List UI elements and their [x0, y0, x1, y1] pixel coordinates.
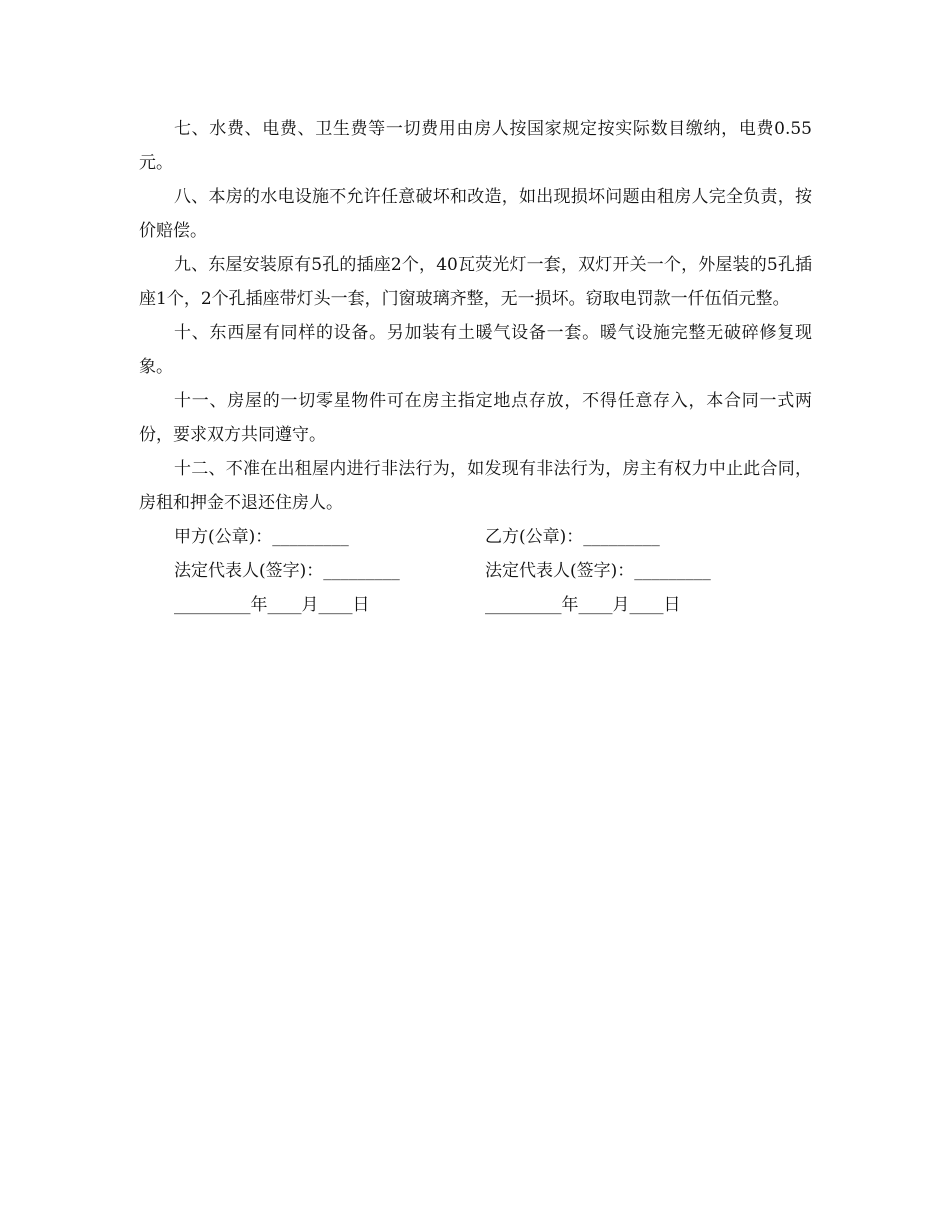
- contract-body: [139, 112, 812, 622]
- party-a-date-field: _________年____月____日: [174, 595, 370, 615]
- clause-8: 八、本房的水电设施不允许任意破坏和改造，如出现损坏问题由租房人完全负责，按价赔偿。: [139, 187, 812, 241]
- clause-10: 十、东西屋有同样的设备。另加装有土暖气设备一套。暖气设施完整无破碎修复现象。: [139, 323, 812, 377]
- clause-9: 九、东屋安装原有5孔的插座2个，40瓦荧光灯一套，双灯开关一个，外屋装的5孔插座1个，2个孔插座带灯头一套，门窗玻璃齐整，无一损坏。窃取电罚款一仟伍佰元整。: [139, 255, 812, 309]
- party-a-seal-field: 甲方(公章)：_________: [174, 527, 349, 547]
- clause-7: 七、水费、电费、卫生费等一切费用由房人按国家规定按实际数目缴纳，电费0.55元。: [139, 119, 812, 173]
- party-b-representative-field: 法定代表人(签字)：_________: [485, 561, 711, 581]
- clause-11: 十一、房屋的一切零星物件可在房主指定地点存放，不得任意存入，本合同一式两份，要求双方共同遵守。: [139, 391, 812, 445]
- representative-row: [139, 554, 812, 588]
- signature-block: [139, 520, 812, 622]
- seal-row: [139, 520, 812, 554]
- party-b-date-field: _________年____月____日: [485, 595, 681, 615]
- date-row: [139, 588, 812, 622]
- party-b-seal-field: 乙方(公章)：_________: [485, 527, 660, 547]
- party-a-representative-field: 法定代表人(签字)：_________: [174, 561, 400, 581]
- clause-12: 十二、不准在出租屋内进行非法行为，如发现有非法行为，房主有权力中止此合同，房租和押金不退还住房人。: [139, 459, 812, 513]
